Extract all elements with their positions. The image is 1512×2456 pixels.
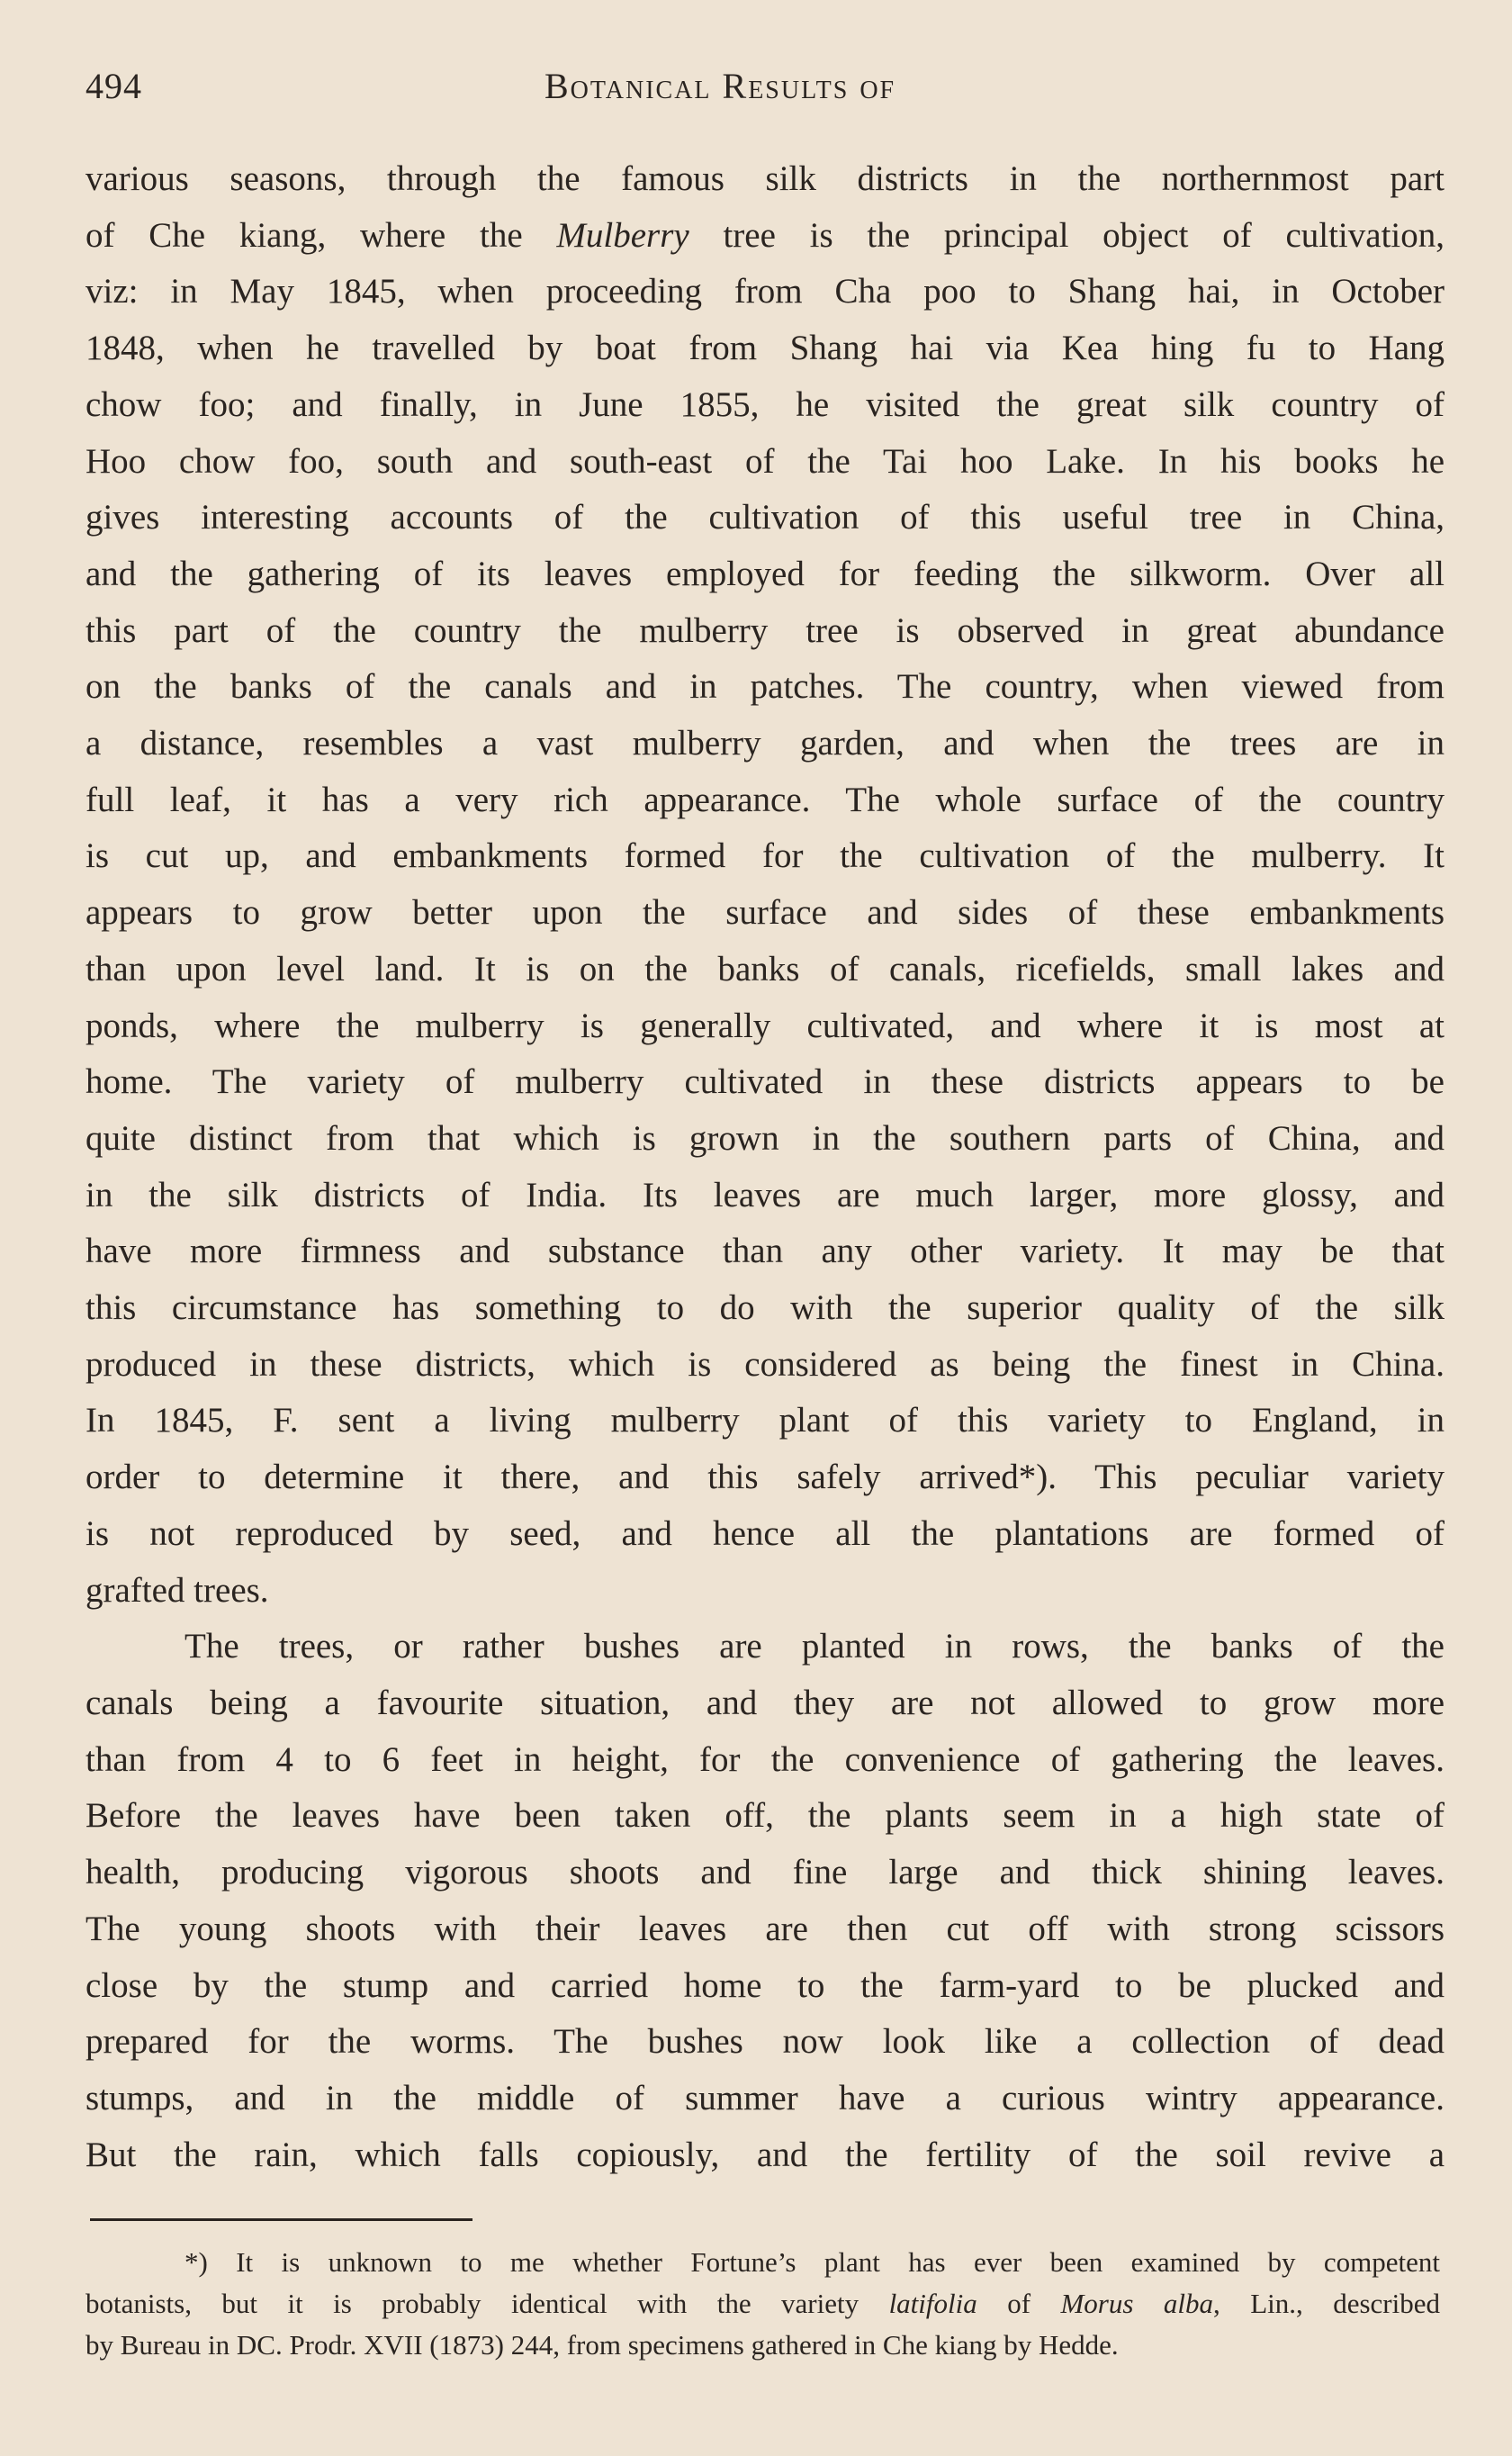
running-title: Botanical Results of	[544, 66, 896, 106]
text-line: canals being a favourite situation, and they are not allowed to grow more	[86, 1683, 1444, 1722]
text-line: The young shoots with their leaves are then cut off with strong scissors	[86, 1909, 1444, 1948]
text-segment: of	[976, 2288, 1061, 2319]
italic-term: Morus alba	[1060, 2288, 1214, 2319]
text-line: order to determine it there, and this safely arrived*). This peculiar variety	[86, 1458, 1444, 1497]
text-line: prepared for the worms. The bushes now look like a collection of dead	[86, 2022, 1444, 2062]
text-line: health, producing vigorous shoots and fine large and thick shining leaves.	[86, 1853, 1444, 1892]
text-line: The trees, or rather bushes are planted in rows, the banks of the	[184, 1627, 1444, 1666]
text-line: But the rain, which falls copiously, and the fertility of the soil revive a	[86, 2135, 1444, 2174]
page-header	[86, 65, 1454, 119]
text-line: full leaf, it has a very rich appearance. The whole surface of the country	[86, 780, 1444, 819]
text-line	[86, 208, 1444, 265]
italic-term: latifolia	[888, 2288, 977, 2319]
text-line: than from 4 to 6 feet in height, for the convenience of gathering the leaves.	[86, 1739, 1444, 1779]
footnote-line: *) It is unknown to me whether Fortune’s plant has ever been examined by competent	[184, 2246, 1440, 2278]
text-line: chow foo; and finally, in June 1855, he visited the great silk country of	[86, 384, 1444, 424]
text-line: ponds, where the mulberry is generally cultivated, and where it is most at	[86, 1006, 1444, 1045]
text-line: is not reproduced by seed, and hence all the plantations are formed of	[86, 1513, 1444, 1553]
text-line: in the silk districts of India. Its leaves are much larger, more glossy, and	[86, 1175, 1444, 1214]
text-line: on the banks of the canals and in patches. The country, when viewed from	[86, 667, 1444, 707]
text-segment: , Lin., described	[1213, 2288, 1441, 2319]
footnote-divider	[90, 2218, 472, 2221]
text-line: a distance, resembles a vast mulberry garden, and when the trees are in	[86, 724, 1444, 763]
text-line: gives interesting accounts of the cultivation of this useful tree in China,	[86, 498, 1444, 537]
text-line: various seasons, through the famous silk districts in the northernmost part	[86, 159, 1444, 198]
text-line: have more firmness and substance than any other variety. It may be that	[86, 1232, 1444, 1271]
italic-term: Mulberry	[556, 215, 689, 255]
text-line: In 1845, F. sent a living mulberry plant of this variety to England, in	[86, 1401, 1444, 1440]
text-line: this circumstance has something to do with the superior quality of the silk	[86, 1288, 1444, 1328]
text-line: appears to grow better upon the surface and sides of these embankments	[86, 893, 1444, 933]
text-line: grafted trees.	[86, 1570, 269, 1610]
text-line: close by the stump and carried home to the farm-yard to be plucked and	[86, 1965, 1444, 2005]
footnote-line: by Bureau in DC. Prodr. XVII (1873) 244, from specimens gathered in Che kiang by Hedde.	[86, 2329, 1119, 2361]
text-segment: of Che kiang, where the	[86, 215, 557, 255]
text-segment: tree is the principal object of cultivation,	[688, 215, 1445, 255]
text-line: produced in these districts, which is considered as being the finest in China.	[86, 1344, 1444, 1384]
text-line: home. The variety of mulberry cultivated in these districts appears to be	[86, 1062, 1444, 1102]
text-line: quite distinct from that which is grown in the southern parts of China, and	[86, 1118, 1444, 1158]
text-line: stumps, and in the middle of summer have a curious wintry appearance.	[86, 2078, 1444, 2117]
text-line: is cut up, and embankments formed for the cultivation of the mulberry. It	[86, 836, 1444, 876]
text-line: than upon level land. It is on the banks of canals, ricefields, small lakes and	[86, 949, 1444, 989]
text-line: 1848, when he travelled by boat from Shang hai via Kea hing fu to Hang	[86, 329, 1444, 368]
text-line: this part of the country the mulberry tree is observed in great abundance	[86, 610, 1444, 650]
text-segment: botanists, but it is probably identical with the variety	[86, 2288, 889, 2319]
page-number: 494	[86, 66, 142, 106]
footnote	[86, 2242, 1440, 2366]
text-line: Hoo chow foo, south and south-east of the Tai hoo Lake. In his books he	[86, 441, 1444, 481]
footnote-line	[86, 2283, 1440, 2325]
body-text	[86, 151, 1444, 2183]
text-line: Before the leaves have been taken off, the plants seem in a high state of	[86, 1796, 1444, 1836]
text-line: and the gathering of its leaves employed for feeding the silkworm. Over all	[86, 554, 1444, 593]
text-line: viz: in May 1845, when proceeding from Cha poo to Shang hai, in October	[86, 272, 1444, 312]
